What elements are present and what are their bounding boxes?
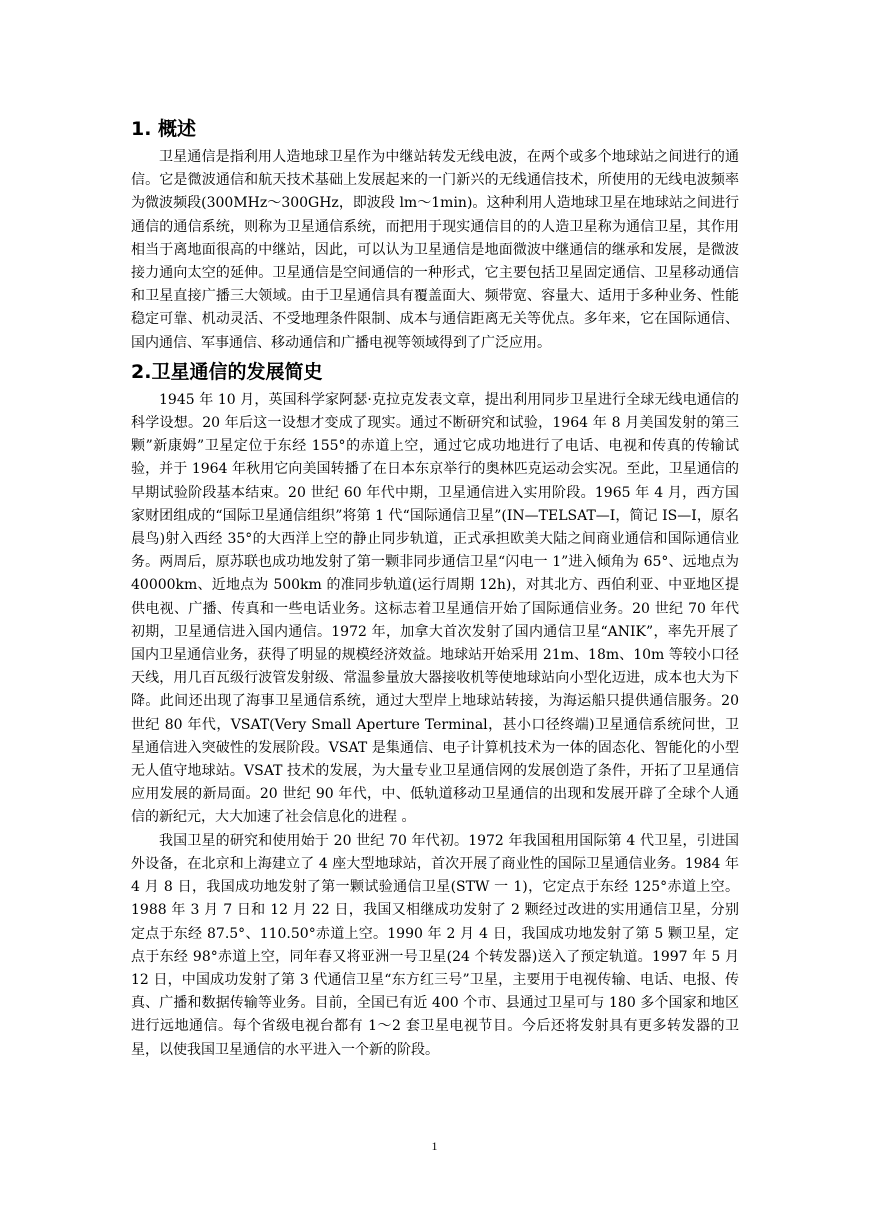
page-number: 1	[431, 1139, 438, 1153]
paragraph: 卫星通信是指利用人造地球卫星作为中继站转发无线电波，在两个或多个地球站之间进行的通信。它是微波通信和航天技术基础上发展起来的一门新兴的无线通信技术，所使用的无线电波频率为微波频段(300MHz～300GHz，即波段 lm～1min)。这种利用人造地球卫星在地球站之间进行通信的通信系统，则称为卫星通信系统，而把用于现实通信目的的人造卫星称为通信卫星，其作用相当于离地面很高的中继站，因此，可以认为卫星通信是地面微波中继通信的继承和发展，是微波接力通向太空的延伸。卫星通信是空间通信的一种形式，它主要包括卫星固定通信、卫星移动通信和卫星直接广播三大领域。由于卫星通信具有覆盖面大、频带宽、容量大、适用于多种业务、性能稳定可靠、机动灵活、不受地理条件限制、成本与通信距离无关等优点。多年来，它在国际通信、国内通信、军事通信、移动通信和广播电视等领域得到了广泛应用。	[131, 149, 739, 351]
section-overview	[131, 112, 739, 355]
paragraph: 我国卫星的研究和使用始于 20 世纪 70 年代初。1972 年我国租用国际第 4 代卫星，引进国外设备，在北京和上海建立了 4 座大型地球站，首次开展了商业性的国际卫星通信业务。1984 年 4 月 8 日，我国成功地发射了第一颗试验通信卫星(STW 一 1)，它定点于东经 125°赤道上空。1988 年 3 月 7 日和 12 月 22 日，我国又相继成功发射了 2 颗经过改进的实用通信卫星，分别定点于东经 87.5°、110.50°赤道上空。1990 年 2 月 4 日，我国成功地发射了第 5 颗卫星，定点于东经 98°赤道上空，同年春又将亚洲一号卫星(24 个转发器)送入了预定轨道。1997 年 5 月 12 日，中国成功发射了第 3 代通信卫星“东方红三号”卫星，主要用于电视传输、电话、电报、传真、广播和数据传输等业务。目前，全国已有近 400 个市、县通过卫星可与 180 多个国家和地区进行远地通信。每个省级电视台都有 1～2 套卫星电视节目。今后还将发射具有更多转发器的卫星，以使我国卫星通信的水平进入一个新的阶段。	[131, 832, 739, 1058]
paragraph: 1945 年 10 月，英国科学家阿瑟·克拉克发表文章，提出利用同步卫星进行全球无线电通信的科学设想。20 年后这一设想才变成了现实。通过不断研究和试验，1964 年 8 月美国发射的第三颗”新康姆”卫星定位于东经 155°的赤道上空，通过它成功地进行了电话、电视和传真的传输试验，并于 1964 年秋用它向美国转播了在日本东京举行的奥林匹克运动会实况。至此，卫星通信的早期试验阶段基本结束。20 世纪 60 年代中期，卫星通信进入实用阶段。1965 年 4 月，西方国家财团组成的“国际卫星通信组织”将第 1 代“国际通信卫星”(IN—TELSAT—I，简记 IS—I，原名晨鸟)射入西经 35°的大西洋上空的静止同步轨道，正式承担欧美大陆之间商业通信和国际通信业务。两周后，原苏联也成功地发射了第一颗非同步通信卫星“闪电一 1”进入倾角为 65°、远地点为 40000km、近地点为 500km 的准同步轨道(运行周期 12h)，对其北方、西伯利亚、中亚地区提供电视、广播、传真和一些电话业务。这标志着卫星通信开始了国际通信业务。20 世纪 70 年代初期，卫星通信进入国内通信。1972 年，加拿大首次发射了国内通信卫星“ANIK”，率先开展了国内卫星通信业务，获得了明显的规模经济效益。地球站开始采用 21m、18m、10m 等较小口径天线，用几百瓦级行波管发射级、常温参量放大器接收机等使地球站向小型化迈进，成本也大为下降。此间还出现了海事卫星通信系统，通过大型岸上地球站转接，为海运船只提供通信服务。20 世纪 80 年代，VSAT(Very Small Aperture Terminal，甚小口径终端)卫星通信系统问世，卫星通信进入突破性的发展阶段。VSAT 是集通信、电子计算机技术为一体的固态化、智能化的小型无人值守地球站。VSAT 技术的发展，为大量专业卫星通信网的发展创造了条件，开拓了卫星通信应用发展的新局面。20 世纪 90 年代，中、低轨道移动卫星通信的出现和发展开辟了全球个人通信的新纪元，大大加速了社会信息化的进程 。	[131, 391, 739, 826]
section-history	[131, 355, 739, 1062]
section-heading: 2.卫星通信的发展简史	[131, 360, 323, 383]
section-heading: 1. 概述	[131, 118, 197, 140]
document-page	[131, 112, 739, 1062]
